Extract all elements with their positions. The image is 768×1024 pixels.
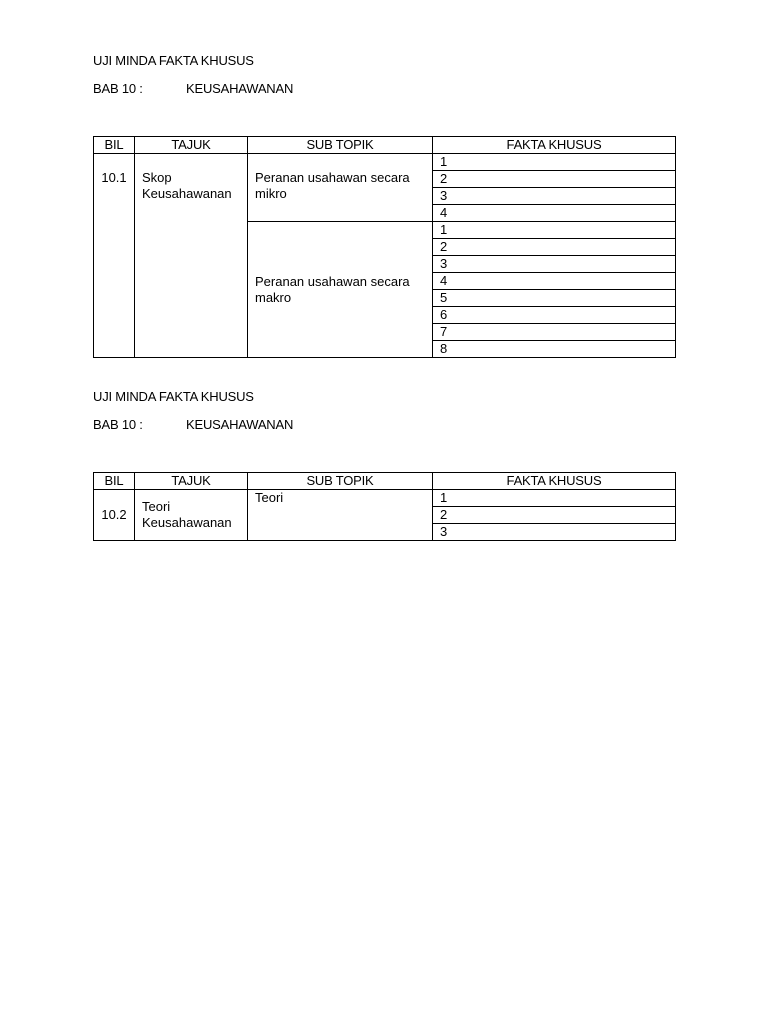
header-tajuk: TAJUK xyxy=(135,473,248,490)
fakta-cell[interactable]: 2 xyxy=(433,239,676,256)
fakta-cell[interactable]: 3 xyxy=(433,256,676,273)
table-header-row xyxy=(94,137,676,154)
fakta-cell[interactable]: 2 xyxy=(433,171,676,188)
header-fakta-khusus: FAKTA KHUSUS xyxy=(433,137,676,154)
table-header-row xyxy=(94,473,676,490)
fakta-cell[interactable]: 6 xyxy=(433,307,676,324)
header-bil: BIL xyxy=(94,473,135,490)
tajuk-cell: Teori Keusahawanan xyxy=(135,490,248,541)
bil-cell: 10.1 xyxy=(94,154,135,358)
table-row xyxy=(94,154,676,171)
section-2-title: UJI MINDA FAKTA KHUSUS xyxy=(93,389,254,404)
fakta-cell[interactable]: 4 xyxy=(433,273,676,290)
section-2-bab-name: KEUSAHAWANAN xyxy=(186,417,294,432)
sub-topik-cell: Teori xyxy=(248,490,433,541)
header-bil: BIL xyxy=(94,137,135,154)
fakta-cell[interactable]: 3 xyxy=(433,524,676,541)
fakta-cell[interactable]: 3 xyxy=(433,188,676,205)
fakta-table-1 xyxy=(93,136,676,358)
header-fakta-khusus: FAKTA KHUSUS xyxy=(433,473,676,490)
header-tajuk: TAJUK xyxy=(135,137,248,154)
section-1-bab-label: BAB 10 : xyxy=(93,81,143,96)
header-sub-topik: SUB TOPIK xyxy=(248,473,433,490)
section-2-bab-label: BAB 10 : xyxy=(93,417,143,432)
fakta-cell[interactable]: 5 xyxy=(433,290,676,307)
section-2-bab-line xyxy=(93,417,293,432)
fakta-cell[interactable]: 1 xyxy=(433,490,676,507)
sub-topik-cell: Peranan usahawan secara makro xyxy=(248,222,433,358)
table-row xyxy=(94,490,676,507)
header-sub-topik: SUB TOPIK xyxy=(248,137,433,154)
section-1-bab-name: KEUSAHAWANAN xyxy=(186,81,294,96)
fakta-cell[interactable]: 8 xyxy=(433,341,676,358)
sub-topik-cell: Peranan usahawan secara mikro xyxy=(248,154,433,222)
tajuk-cell: Skop Keusahawanan xyxy=(135,154,248,358)
fakta-cell[interactable]: 2 xyxy=(433,507,676,524)
fakta-cell[interactable]: 7 xyxy=(433,324,676,341)
fakta-table-2 xyxy=(93,472,676,541)
bil-cell: 10.2 xyxy=(94,490,135,541)
fakta-cell[interactable]: 1 xyxy=(433,222,676,239)
section-1-title: UJI MINDA FAKTA KHUSUS xyxy=(93,53,254,68)
section-1-bab-line xyxy=(93,81,293,96)
fakta-cell[interactable]: 4 xyxy=(433,205,676,222)
fakta-cell[interactable]: 1 xyxy=(433,154,676,171)
